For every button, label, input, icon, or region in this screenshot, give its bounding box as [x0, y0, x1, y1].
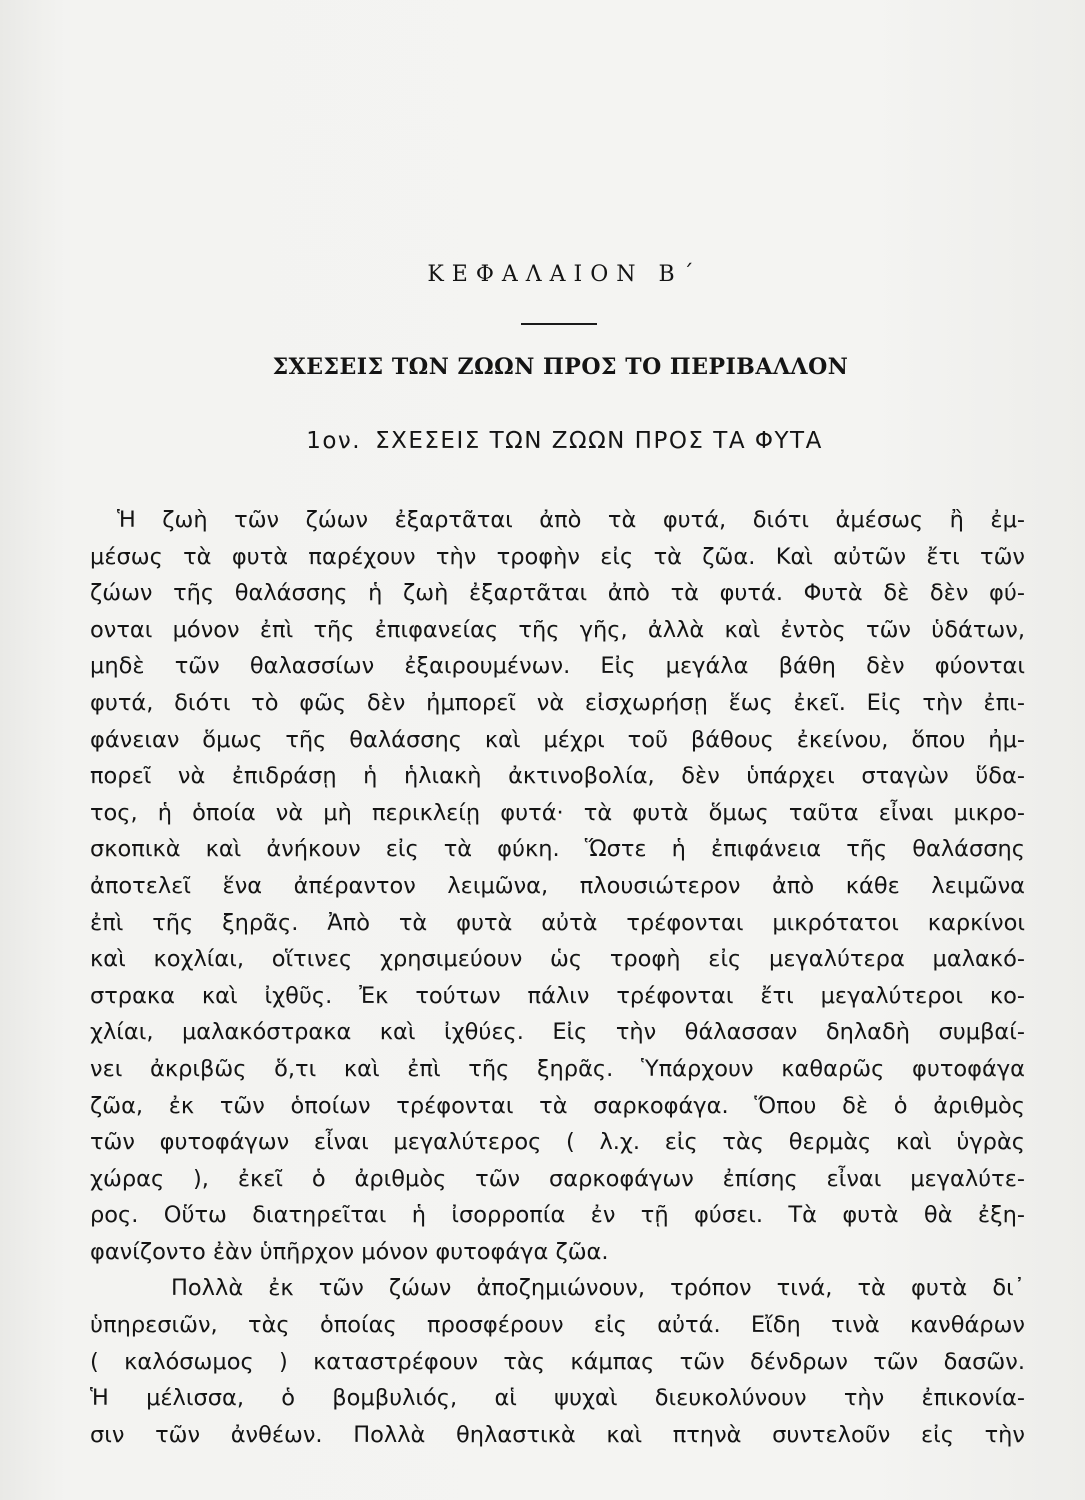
text-line: Ἡ μέλισσα, ὁ βομβυλιός, αἱ ψυχαὶ διευκολύνουν τὴν ἐπικονία-: [90, 1385, 1025, 1412]
chapter-heading: ΚΕΦΑΛΑΙΟΝ Β΄: [427, 262, 702, 287]
text-line: ὑπηρεσιῶν, τὰς ὁποίας προσφέρουν εἰς αὐτά. Εἴδη τινὰ κανθάρων: [90, 1312, 1025, 1339]
text-line: καὶ κοχλίαι, οἵτινες χρησιμεύουν ὡς τροφὴ εἰς μεγαλύτερα μαλακό-: [90, 946, 1025, 973]
section-title-text: ΣΧΕΣΕΙΣ ΤΩΝ ΖΩΩΝ ΠΡΟΣ ΤΑ ΦΥΤΑ: [375, 428, 823, 454]
body-text: [90, 502, 1025, 1453]
text-line: ἀποτελεῖ ἕνα ἀπέραντον λειμῶνα, πλουσιώτερον ἀπὸ κάθε λειμῶνα: [90, 872, 1025, 899]
text-line: τῶν φυτοφάγων εἶναι μεγαλύτερος ( λ.χ. εἰς τὰς θερμὰς καὶ ὑγρὰς: [90, 1129, 1025, 1156]
text-line: τος, ἡ ὁποία νὰ μὴ περικλείῃ φυτά· τὰ φυτὰ ὅμως ταῦτα εἶναι μικρο-: [90, 799, 1025, 826]
text-line: ἐπὶ τῆς ξηρᾶς. Ἀπὸ τὰ φυτὰ αὐτὰ τρέφονται μικρότατοι καρκίνοι: [90, 909, 1025, 936]
text-line: ονται μόνον ἐπὶ τῆς ἐπιφανείας τῆς γῆς, ἀλλὰ καὶ ἐντὸς τῶν ὑδάτων,: [90, 616, 1025, 643]
text-line: σιν τῶν ἀνθέων. Πολλὰ θηλαστικὰ καὶ πτηνὰ συντελοῦν εἰς τὴν: [90, 1421, 1025, 1448]
section-title: [22, 428, 1085, 454]
text-line: χώρας ), ἐκεῖ ὁ ἀριθμὸς τῶν σαρκοφάγων ἐπίσης εἶναι μεγαλύτε-: [90, 1165, 1025, 1192]
text-line: μέσως τὰ φυτὰ παρέχουν τὴν τροφὴν εἰς τὰ ζῶα. Καὶ αὐτῶν ἔτι τῶν: [90, 543, 1025, 570]
text-line: Ἡ ζωὴ τῶν ζώων ἐξαρτᾶται ἀπὸ τὰ φυτά, διότι ἀμέσως ἢ ἐμ-: [117, 507, 1025, 533]
chapter-title: ΣΧΕΣΕΙΣ ΤΩΝ ΖΩΩΝ ΠΡΟΣ ΤΟ ΠΕΡΙΒΑΛΛΟΝ: [272, 354, 849, 380]
text-line: φανίζοντο ἐὰν ὑπῆρχον μόνον φυτοφάγα ζῶα.: [90, 1238, 609, 1265]
text-line: νει ἀκριβῶς ὅ,τι καὶ ἐπὶ τῆς ξηρᾶς. Ὑπάρχουν καθαρῶς φυτοφάγα: [90, 1055, 1025, 1082]
text-line: Πολλὰ ἐκ τῶν ζώων ἀποζημιώνουν, τρόπον τινά, τὰ φυτὰ δι᾽: [171, 1275, 1025, 1302]
text-line: φάνειαν ὅμως τῆς θαλάσσης καὶ μέχρι τοῦ βάθους ἐκείνου, ὅπου ἠμ-: [90, 726, 1025, 753]
text-line: πορεῖ νὰ ἐπιδράσῃ ἡ ἡλιακὴ ἀκτινοβολία, δὲν ὑπάρχει σταγὼν ὕδα-: [90, 763, 1025, 790]
text-line: χλίαι, μαλακόστρακα καὶ ἰχθύες. Εἰς τὴν θάλασσαν δηλαδὴ συμβαί-: [90, 1019, 1025, 1046]
text-line: στρακα καὶ ἰχθῦς. Ἐκ τούτων πάλιν τρέφονται ἔτι μεγαλύτεροι κο-: [90, 982, 1025, 1009]
section-number: 1ον.: [306, 428, 362, 454]
text-line: ρος. Οὕτω διατηρεῖται ἡ ἰσορροπία ἐν τῇ φύσει. Τὰ φυτὰ θὰ ἐξη-: [90, 1202, 1025, 1229]
text-line: ζῶα, ἐκ τῶν ὁποίων τρέφονται τὰ σαρκοφάγα. Ὅπου δὲ ὁ ἀριθμὸς: [90, 1092, 1025, 1119]
heading-divider: [521, 323, 597, 325]
text-line: μηδὲ τῶν θαλασσίων ἐξαιρουμένων. Εἰς μεγάλα βάθη δὲν φύονται: [90, 653, 1025, 680]
text-line: ζώων τῆς θαλάσσης ἡ ζωὴ ἐξαρτᾶται ἀπὸ τὰ φυτά. Φυτὰ δὲ δὲν φύ-: [90, 580, 1025, 607]
text-line: ( καλόσωμος ) καταστρέφουν τὰς κάμπας τῶν δένδρων τῶν δασῶν.: [90, 1348, 1025, 1375]
text-line: φυτά, διότι τὸ φῶς δὲν ἠμπορεῖ νὰ εἰσχωρήσῃ ἕως ἐκεῖ. Εἰς τὴν ἐπι-: [90, 689, 1025, 716]
text-line: σκοπικὰ καὶ ἀνήκουν εἰς τὰ φύκη. Ὥστε ἡ ἐπιφάνεια τῆς θαλάσσης: [90, 836, 1025, 863]
